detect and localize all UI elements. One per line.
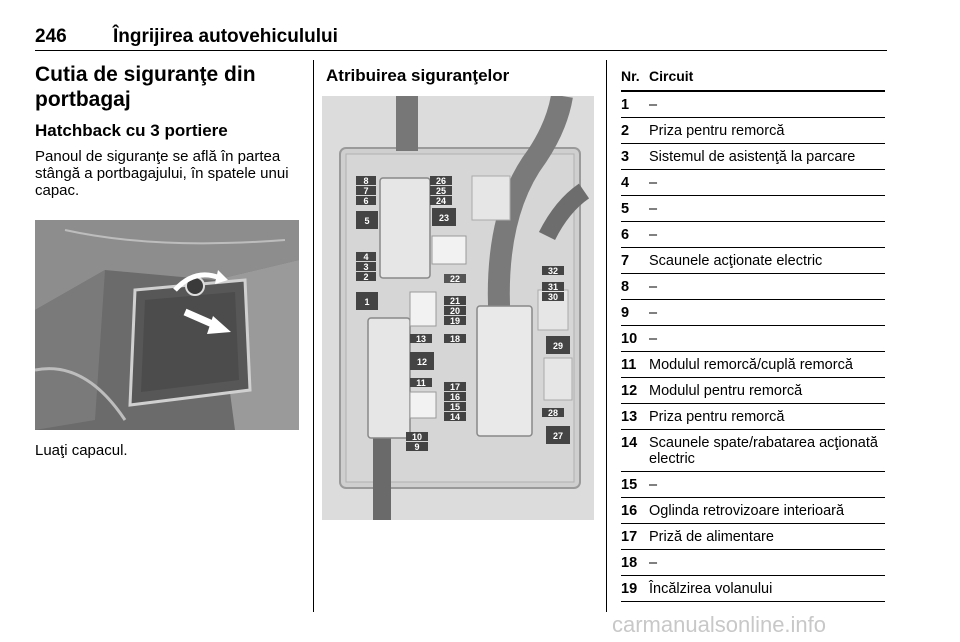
fuse-26 [430, 176, 452, 186]
fuse-14 [444, 412, 466, 422]
subsection-title: Hatchback cu 3 portiere [35, 121, 228, 140]
svg-text:20: 20 [449, 306, 461, 316]
fuse-number: 3 [621, 149, 630, 165]
fuse-table [621, 62, 885, 602]
svg-text:11: 11 [416, 378, 426, 388]
fuse-number: 14 [621, 435, 638, 451]
svg-text:22: 22 [449, 274, 461, 284]
fuse-5 [356, 211, 378, 229]
fuse-16 [444, 392, 466, 402]
watermark: carmanualsonline.info [612, 612, 827, 637]
fuse-13 [410, 334, 432, 344]
svg-text:31: 31 [547, 282, 559, 292]
svg-text:17: 17 [449, 382, 461, 392]
svg-text:24: 24 [435, 196, 447, 206]
table-row [621, 274, 885, 300]
fuse-2 [356, 272, 376, 282]
svg-text:5: 5 [364, 216, 370, 226]
table-row [621, 170, 885, 196]
fuse-10 [406, 432, 428, 442]
svg-text:12: 12 [416, 357, 428, 367]
page-header [35, 26, 887, 51]
circuit-name: Priza pentru remorcă [649, 409, 785, 425]
svg-text:28: 28 [547, 408, 559, 418]
photo-caption: Luaţi capacul. [35, 442, 128, 459]
table-row [621, 404, 885, 430]
circuit-name: – [649, 477, 658, 493]
fuse-number: 2 [621, 123, 630, 139]
table-row [621, 196, 885, 222]
fuse-number: 12 [621, 383, 638, 399]
svg-text:32: 32 [547, 266, 559, 276]
fuse-number: 19 [621, 581, 638, 597]
table-row [621, 118, 885, 144]
fuse-6 [356, 196, 376, 206]
fuse-number: 4 [621, 175, 630, 191]
circuit-name: Modulul remorcă/cuplă remorcă [649, 357, 853, 373]
fuse-number: 9 [621, 305, 630, 321]
circuit-name: Scaunele acţionate electric [649, 253, 823, 269]
fuse-number: 16 [621, 503, 638, 519]
circuit-name: Oglinda retrovizoare interioară [649, 503, 845, 519]
fuse-assignment-title: Atribuirea siguranţelor [326, 66, 510, 85]
table-row [621, 92, 885, 118]
fuse-25 [430, 186, 452, 196]
column-divider [606, 60, 607, 612]
svg-text:9: 9 [414, 442, 420, 452]
circuit-name: Modulul pentru remorcă [649, 383, 803, 399]
column-left [35, 62, 303, 199]
svg-text:7: 7 [363, 186, 369, 196]
table-row [621, 472, 885, 498]
fuse-number: 18 [621, 555, 638, 571]
svg-text:10: 10 [411, 432, 423, 442]
fuse-7 [356, 186, 376, 196]
fuse-number: 1 [621, 97, 630, 113]
fuse-number: 10 [621, 331, 638, 347]
fuse-31 [542, 282, 564, 292]
svg-text:29: 29 [552, 341, 564, 351]
fuse-21 [444, 296, 466, 306]
fuse-15 [444, 402, 466, 412]
fuse-28 [542, 408, 564, 418]
table-row [621, 248, 885, 274]
svg-text:30: 30 [547, 292, 559, 302]
fuse-12 [410, 352, 434, 370]
fuse-19 [444, 316, 466, 326]
circuit-name: Priză de alimentare [649, 529, 774, 545]
circuit-name: – [649, 279, 658, 295]
svg-text:15: 15 [449, 402, 461, 412]
svg-text:19: 19 [449, 316, 461, 326]
svg-text:3: 3 [363, 262, 369, 272]
svg-text:8: 8 [363, 176, 369, 186]
circuit-name: – [649, 175, 658, 191]
fuse-number: 17 [621, 529, 638, 545]
svg-text:27: 27 [552, 431, 564, 441]
circuit-name: Încălzirea volanului [649, 581, 773, 597]
svg-text:18: 18 [449, 334, 461, 344]
fuse-number: 7 [621, 253, 630, 269]
fuse-30 [542, 292, 564, 302]
fuse-number: 11 [621, 357, 637, 373]
table-row [621, 352, 885, 378]
circuit-name: Scaunele spate/rabatarea acţionată electric [649, 435, 878, 467]
circuit-name: Sistemul de asistenţă la parcare [649, 149, 856, 165]
fuse-box-diagram [322, 96, 594, 520]
circuit-name: Priza pentru remorcă [649, 123, 785, 139]
svg-text:14: 14 [449, 412, 461, 422]
table-row [621, 222, 885, 248]
trunk-cover-photo [35, 220, 299, 430]
table-row [621, 378, 885, 404]
page-number: 246 [35, 26, 67, 47]
circuit-name: – [649, 305, 658, 321]
fuse-1 [356, 292, 378, 310]
circuit-name: – [649, 331, 658, 347]
svg-text:23: 23 [438, 213, 450, 223]
column-divider [313, 60, 314, 612]
table-row [621, 576, 885, 602]
fuse-27 [546, 426, 570, 444]
fuse-8 [356, 176, 376, 186]
fuse-32 [542, 266, 564, 276]
table-row [621, 144, 885, 170]
svg-text:6: 6 [363, 196, 369, 206]
column-header-circuit: Circuit [649, 68, 694, 84]
body-paragraph: Panoul de siguranţe se află în partea stângă a portbagajului, în spatele unui capac. [35, 148, 289, 199]
fuse-number: 5 [621, 201, 630, 217]
table-header [621, 62, 885, 92]
circuit-name: – [649, 201, 658, 217]
svg-text:13: 13 [415, 334, 427, 344]
table-row [621, 498, 885, 524]
svg-text:25: 25 [435, 186, 447, 196]
fuse-11 [410, 378, 432, 388]
column-header-nr: Nr. [621, 68, 640, 84]
svg-text:16: 16 [449, 392, 461, 402]
circuit-name: – [649, 555, 658, 571]
fuse-number: 8 [621, 279, 630, 295]
svg-text:21: 21 [449, 296, 461, 306]
table-row [621, 524, 885, 550]
fuse-number: 15 [621, 477, 638, 493]
fuse-24 [430, 196, 452, 206]
chapter-title: Îngrijirea autovehiculului [113, 26, 338, 47]
fuse-29 [546, 336, 570, 354]
table-row [621, 550, 885, 576]
fuse-number: 13 [621, 409, 638, 425]
svg-text:1: 1 [364, 297, 370, 307]
circuit-name: – [649, 97, 658, 113]
fuse-3 [356, 262, 376, 272]
fuse-18 [444, 334, 466, 344]
svg-text:26: 26 [435, 176, 447, 186]
fuse-9 [406, 442, 428, 452]
table-body [621, 92, 885, 602]
table-row [621, 326, 885, 352]
fuse-22 [444, 274, 466, 284]
section-title: Cutia de siguranţe din portbagaj [35, 63, 256, 111]
fuse-17 [444, 382, 466, 392]
fuse-number: 6 [621, 227, 630, 243]
fuse-4 [356, 252, 376, 262]
table-row [621, 430, 885, 472]
svg-text:4: 4 [363, 252, 369, 262]
fuse-23 [432, 208, 456, 226]
circuit-name: – [649, 227, 658, 243]
fuse-20 [444, 306, 466, 316]
table-row [621, 300, 885, 326]
svg-text:2: 2 [363, 272, 369, 282]
